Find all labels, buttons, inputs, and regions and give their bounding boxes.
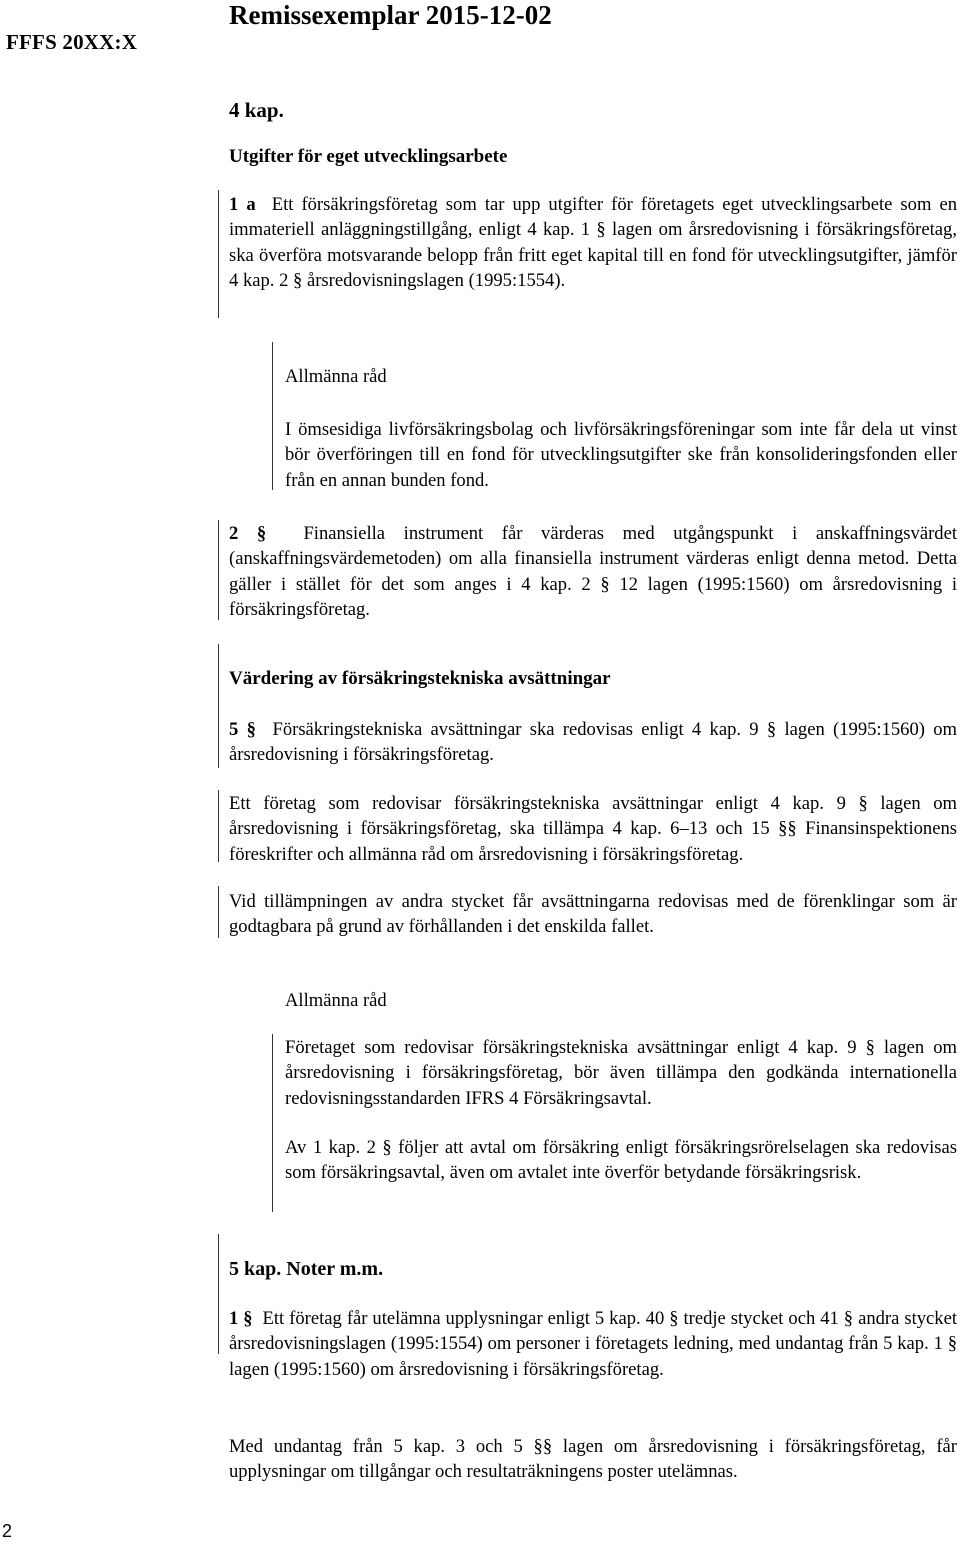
general-advice-heading: Allmänna råd <box>285 366 387 387</box>
general-advice-text: Företaget som redovisar försäkringstekniska avsättningar enligt 4 kap. 9 § lagen om årsredovisning i försäkringsföretag, bör även tillämpa den godkända internationella redovisningsstandarden IFRS 4 Försäkringsavtal. Av 1 kap. 2 § följer att avtal om försäkring enligt försäkringsrörelselagen ska redovisas som försäkringsavtal, även om avtalet inte överför betydande försäkringsrisk. <box>285 1037 957 1184</box>
change-bar <box>272 1034 273 1212</box>
page-number: 2 <box>2 1521 13 1541</box>
change-bar <box>218 1234 219 1354</box>
paragraph-number: 1 § <box>229 1308 253 1329</box>
general-advice-text: I ömsesidiga livförsäkringsbolag och livförsäkringsföreningar som inte får dela ut vinst bör överföringen till en fond för utvecklingsutgifter ske från konsolideringsfonden eller från en annan bunden fond. <box>285 419 957 491</box>
change-bar <box>218 644 219 768</box>
change-bar <box>272 342 273 490</box>
paragraph-number: 1 a <box>229 194 256 215</box>
section-heading-development-costs: Utgifter för eget utvecklingsarbete <box>229 146 508 167</box>
general-advice-heading: Allmänna råd <box>285 990 387 1011</box>
paragraph-5-second: Ett företag som redovisar försäkringstekniska avsättningar enligt 4 kap. 9 § lagen om årsredovisning i försäkringsföretag, ska tillämpa 4 kap. 6–13 och 15 §§ Finansinspektionens föreskrifter och allmänna råd om årsredovisning i försäkringsföretag. <box>229 793 957 865</box>
paragraph-1a <box>229 192 957 293</box>
paragraph-text: Finansiella instrument får värderas med utgångspunkt i anskaffningsvärdet (anskaffningsvärdemetoden) om alla finansiella instrument värderas enligt denna metod. Detta gäller i stället för det som anges i 4 kap. 2 § 12 lagen (1995:1560) om årsredovisning i försäkringsföretag. <box>229 523 958 620</box>
paragraph-number: 5 § <box>229 719 256 740</box>
paragraph-number: 2 § <box>229 523 267 544</box>
change-bar <box>218 190 219 318</box>
paragraph-text: Försäkringstekniska avsättningar ska redovisas enligt 4 kap. 9 § lagen (1995:1560) om årsredovisning i försäkringsföretag. <box>229 719 958 766</box>
chapter-5-heading: 5 kap. Noter m.m. <box>229 1258 384 1280</box>
paragraph-5-third: Vid tillämpningen av andra stycket får avsättningarna redovisas med de förenklingar som är godtagbara på grund av förhållanden i det enskilda fallet. <box>229 891 957 938</box>
paragraph-text: Ett försäkringsföretag som tar upp utgifter för företagets eget utvecklingsarbete som en immateriell anläggningstillgång, enligt 4 kap. 1 § lagen om årsredovisning i försäkringsföretag, ska överföra motsvarande belopp från fritt eget kapital till en fond för utvecklingsutgifter, jämför 4 kap. 2 § årsredovisningslagen (1995:1554). <box>229 194 957 291</box>
chapter-4-heading: 4 kap. <box>229 98 284 122</box>
chapter-5-paragraph-1 <box>229 1306 957 1382</box>
change-bar <box>218 790 219 862</box>
document-status-title: Remissexemplar 2015-12-02 <box>229 0 552 30</box>
paragraph-2 <box>229 521 957 622</box>
chapter-5-paragraph-1-second: Med undantag från 5 kap. 3 och 5 §§ lagen om årsredovisning i försäkringsföretag, får upplysningar om tillgångar och resultaträkningens poster utelämnas. <box>229 1436 957 1483</box>
paragraph-text: Ett företag får utelämna upplysningar enligt 5 kap. 40 § tredje stycket och 41 § andra stycket årsredovisningslagen (1995:1554) om personer i företagets ledning, med undantag från 5 kap. 1 § lagen (1995:1560) om årsredovisning i försäkringsföretag. <box>229 1308 958 1380</box>
document-code: FFFS 20XX:X <box>6 30 138 54</box>
change-bar <box>218 520 219 620</box>
change-bar <box>218 886 219 938</box>
paragraph-5 <box>229 717 957 768</box>
section-heading-technical-provisions: Värdering av försäkringstekniska avsättningar <box>229 668 611 689</box>
